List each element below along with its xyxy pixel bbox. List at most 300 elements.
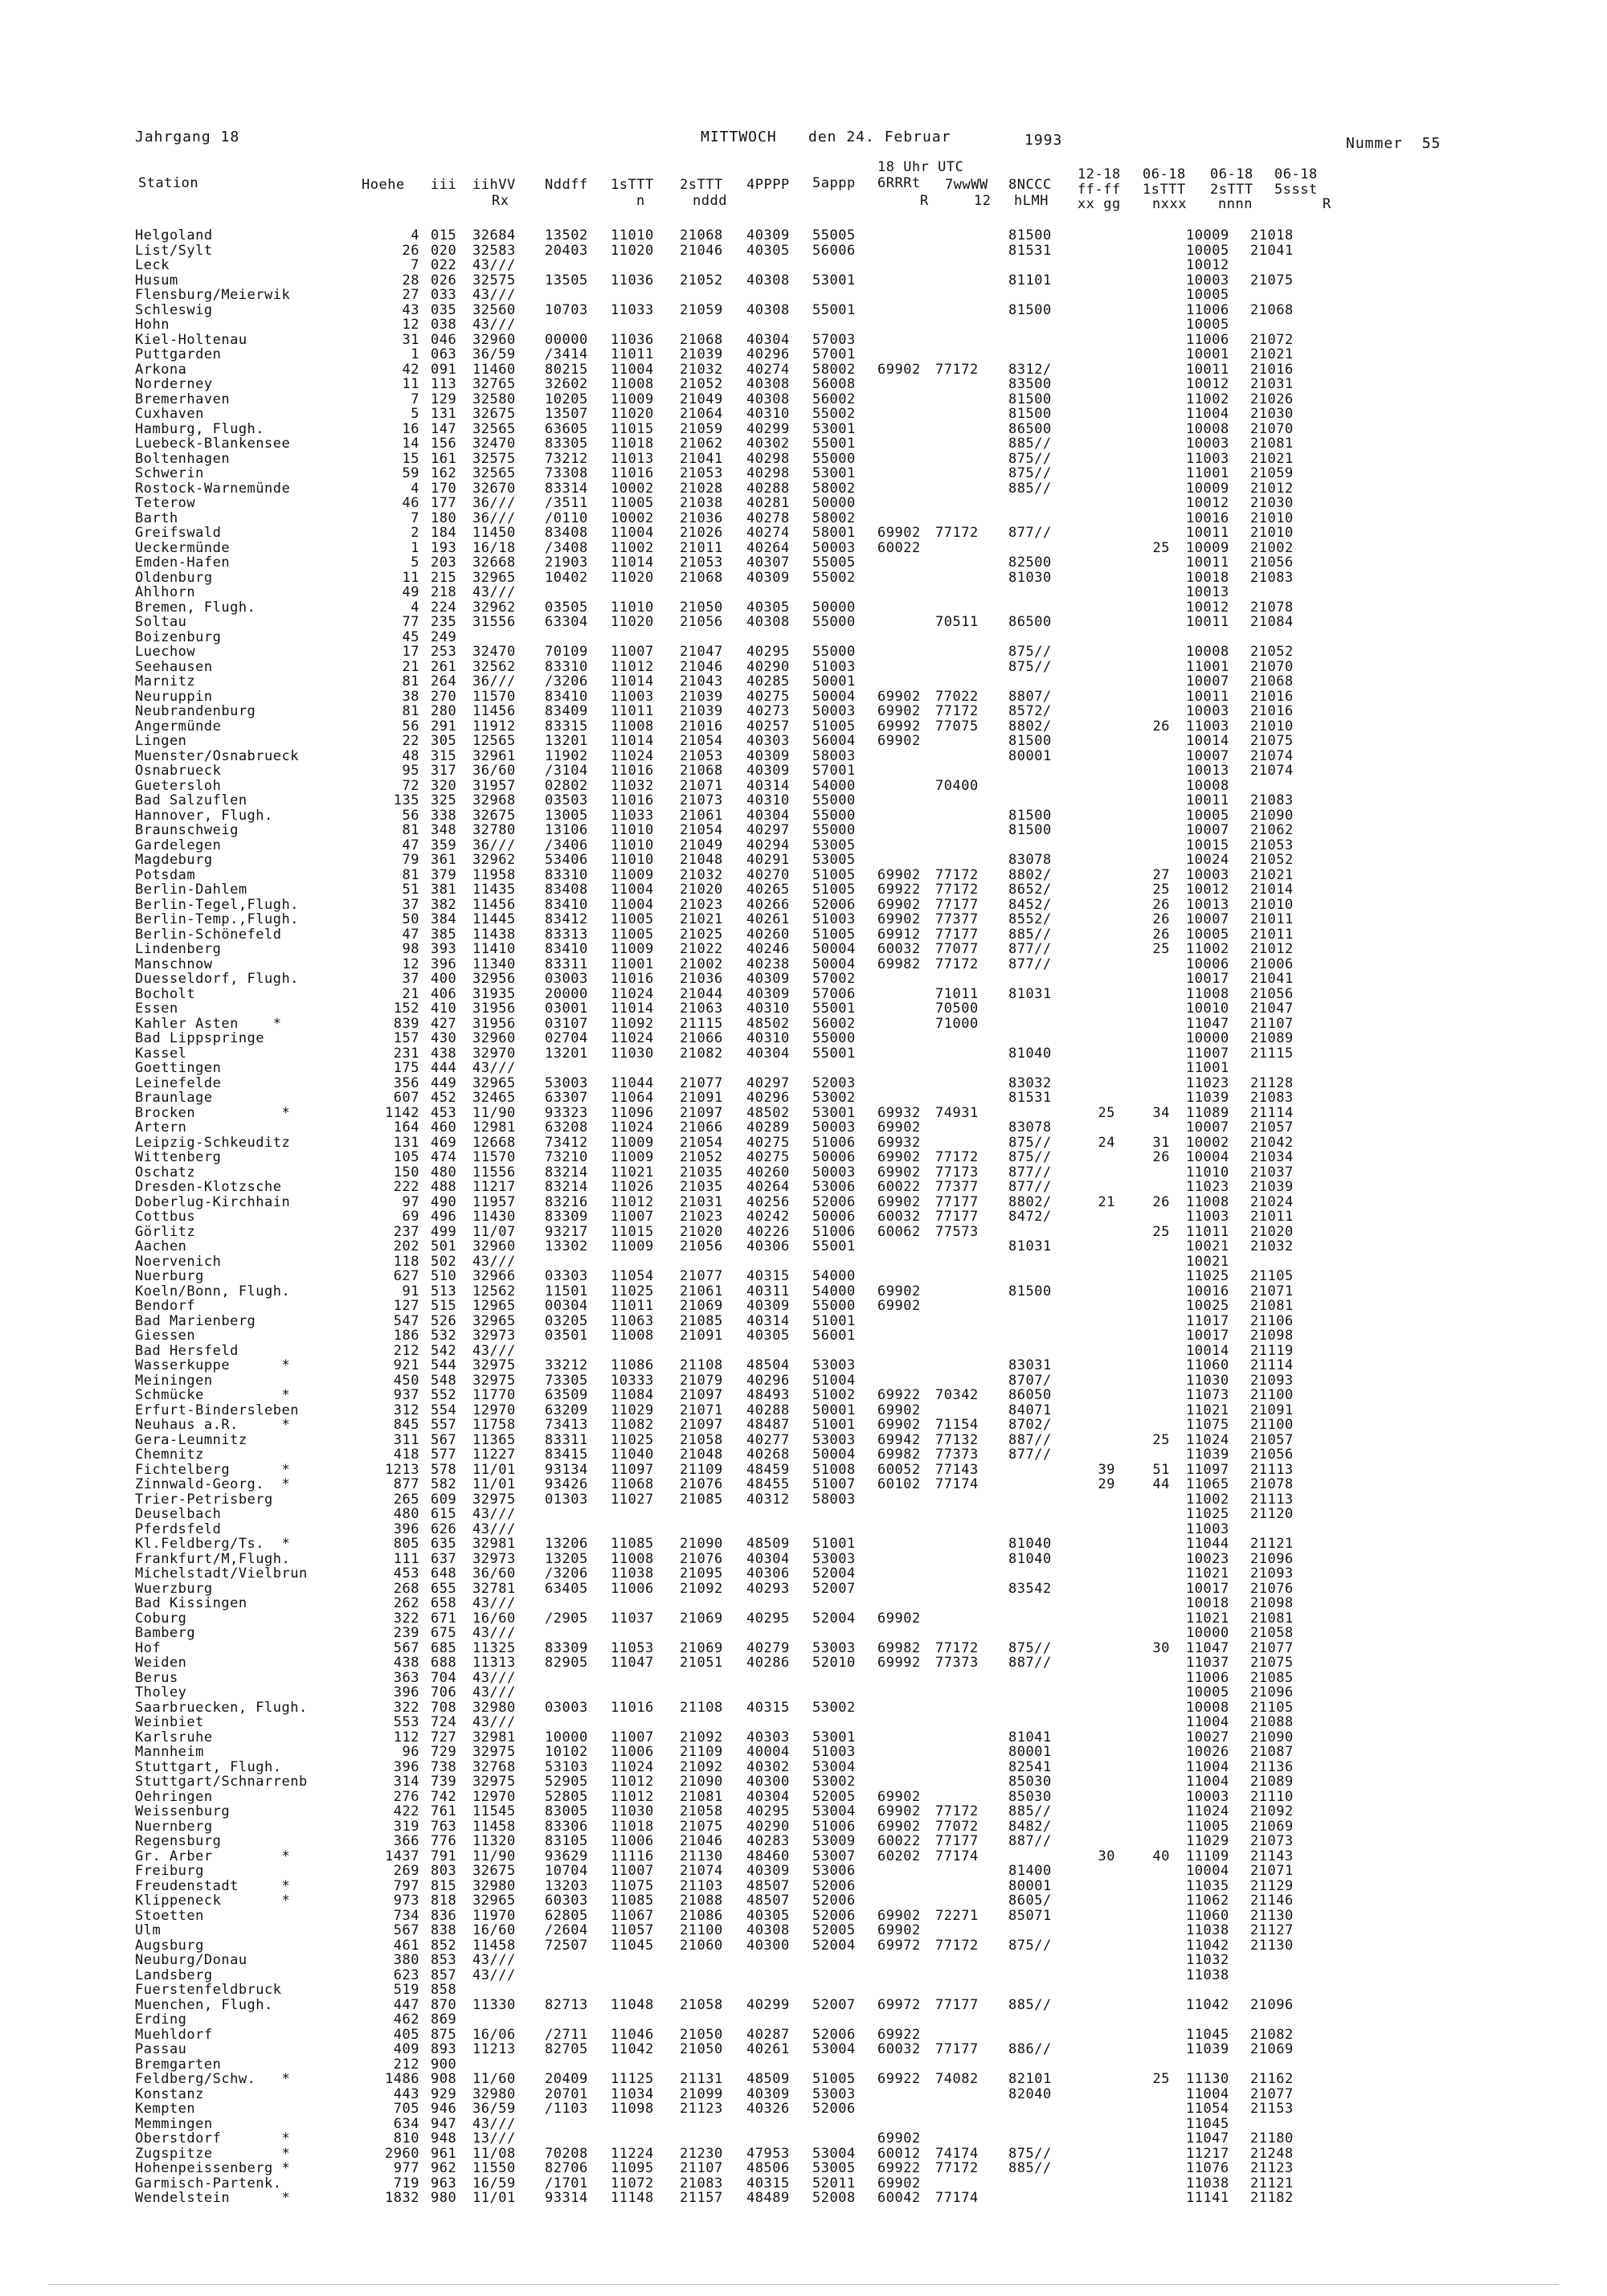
- cell-7wwww: 77172: [935, 361, 979, 378]
- cell-nddff: /3406: [545, 837, 588, 853]
- cell-8nccc: 877//: [1008, 1447, 1052, 1463]
- cell-2sttt: 21076: [680, 1550, 723, 1567]
- cell-7wwww: 74931: [935, 1104, 979, 1121]
- cell-nddff: 11902: [545, 747, 588, 764]
- station-height: 118: [393, 1253, 419, 1270]
- cell-tmax: 11017: [1186, 1312, 1229, 1329]
- cell-8nccc: 81040: [1008, 1550, 1052, 1567]
- station-id: 727: [431, 1729, 457, 1746]
- station-height: 627: [393, 1268, 419, 1284]
- cell-2sttt: 21056: [680, 614, 723, 630]
- station-height: 380: [393, 1952, 419, 1968]
- cell-nddff: 63307: [545, 1090, 588, 1106]
- cell-1sttt: 11007: [611, 1863, 654, 1879]
- station-id: 396: [431, 956, 457, 972]
- cell-tmin: 21068: [1250, 301, 1294, 318]
- cell-tmin: 21024: [1250, 1193, 1294, 1210]
- cell-tmin: 21011: [1250, 1209, 1294, 1225]
- cell-ff-gust: 25: [1152, 539, 1170, 556]
- station-name: Chemnitz: [135, 1447, 204, 1463]
- cell-tmin: 21113: [1250, 1461, 1294, 1478]
- station-height: 91: [402, 1283, 419, 1299]
- cell-tmin: 21021: [1250, 450, 1294, 467]
- station-id: 532: [431, 1328, 457, 1344]
- station-name: Oschatz: [135, 1164, 196, 1181]
- cell-6rrrt: 60052: [877, 1461, 921, 1478]
- cell-2sttt: 21049: [680, 391, 723, 407]
- station-name: Rostock-Warnemünde: [135, 480, 291, 497]
- station-id: 026: [431, 272, 457, 289]
- station-name: Neuburg/Donau: [135, 1952, 247, 1968]
- table-row: [0, 1879, 1607, 1894]
- table-row: [0, 377, 1607, 392]
- cell-iihvv: 32668: [472, 555, 516, 571]
- station-id: 869: [431, 2012, 457, 2028]
- cell-nddff: 03205: [545, 1312, 588, 1329]
- cell-tmax: 11038: [1186, 2175, 1229, 2192]
- cell-4pppp: 40304: [746, 1045, 790, 1062]
- cell-5appp: 55000: [812, 807, 856, 824]
- cell-tmax: 11024: [1186, 1803, 1229, 1819]
- station-name: Kassel: [135, 1045, 187, 1062]
- station-height: 877: [393, 1476, 419, 1492]
- station-height: 38: [402, 688, 419, 705]
- cell-tmax: 10013: [1186, 896, 1229, 913]
- cell-5appp: 56002: [812, 1015, 856, 1032]
- cell-8nccc: 81531: [1008, 242, 1052, 259]
- cell-1sttt: 11027: [611, 1491, 654, 1508]
- cell-1sttt: 11084: [611, 1387, 654, 1403]
- cell-1sttt: 11040: [611, 1447, 654, 1463]
- cell-2sttt: 21046: [680, 242, 723, 259]
- table-row: [0, 1046, 1607, 1062]
- cell-8nccc: 877//: [1008, 1179, 1052, 1195]
- table-row: [0, 1492, 1607, 1508]
- cell-4pppp: 40308: [746, 391, 790, 407]
- cell-iihvv: 11456: [472, 703, 516, 719]
- station-name: Oberstdorf *: [135, 2130, 291, 2147]
- cell-nddff: 83314: [545, 480, 588, 497]
- cell-nddff: 93134: [545, 1461, 588, 1478]
- cell-8nccc: 81500: [1008, 733, 1052, 749]
- cell-nddff: 82905: [545, 1655, 588, 1671]
- cell-5appp: 50003: [812, 703, 856, 719]
- cell-tmax: 11025: [1186, 1506, 1229, 1522]
- cell-4pppp: 48455: [746, 1476, 790, 1492]
- table-row: [0, 258, 1607, 273]
- station-name: Mannheim: [135, 1744, 204, 1760]
- cell-5appp: 54000: [812, 1283, 856, 1299]
- cell-tmax: 11076: [1186, 2160, 1229, 2176]
- cell-7wwww: 71000: [935, 1015, 979, 1032]
- cell-iihvv: 11545: [472, 1803, 516, 1819]
- cell-iihvv: 11456: [472, 896, 516, 913]
- cell-tmin: 21014: [1250, 882, 1294, 898]
- cell-4pppp: 40309: [746, 747, 790, 764]
- cell-2sttt: 21054: [680, 822, 723, 838]
- cell-2sttt: 21062: [680, 436, 723, 452]
- cell-1sttt: 11037: [611, 1610, 654, 1627]
- station-id: 818: [431, 1893, 457, 1909]
- cell-5appp: 53003: [812, 1357, 856, 1373]
- cell-nddff: 52805: [545, 1788, 588, 1805]
- cell-4pppp: 40275: [746, 1134, 790, 1151]
- station-height: 22: [402, 733, 419, 749]
- cell-7wwww: 77177: [935, 1193, 979, 1210]
- cell-5appp: 53003: [812, 2085, 856, 2102]
- table-row: [0, 1566, 1607, 1582]
- cell-2sttt: 21031: [680, 1193, 723, 1210]
- station-height: 805: [393, 1536, 419, 1552]
- station-height: 265: [393, 1491, 419, 1508]
- station-height: 175: [393, 1060, 419, 1076]
- cell-8nccc: 8707/: [1008, 1372, 1052, 1389]
- station-name: Ueckermünde: [135, 539, 231, 556]
- station-name: Schmücke *: [135, 1387, 291, 1403]
- cell-6rrrt: 69902: [877, 896, 921, 913]
- cell-2sttt: 21048: [680, 1447, 723, 1463]
- cell-nddff: 63209: [545, 1402, 588, 1418]
- station-name: Stuttgart/Schnarrenb: [135, 1774, 308, 1790]
- table-row: [0, 511, 1607, 526]
- cell-nddff: 83214: [545, 1164, 588, 1181]
- cell-tmax: 11042: [1186, 1937, 1229, 1954]
- table-row: [0, 1373, 1607, 1389]
- cell-4pppp: 48489: [746, 2190, 790, 2206]
- cell-2sttt: 21059: [680, 420, 723, 437]
- station-id: 671: [431, 1610, 457, 1627]
- table-row: [0, 957, 1607, 972]
- cell-nddff: 83313: [545, 926, 588, 943]
- cell-5appp: 52006: [812, 1193, 856, 1210]
- station-name: Bocholt: [135, 985, 196, 1002]
- station-name: Tholey: [135, 1684, 187, 1701]
- station-height: 312: [393, 1402, 419, 1418]
- cell-iihvv: 16/18: [472, 539, 516, 556]
- table-row: [0, 808, 1607, 824]
- cell-2sttt: 21039: [680, 346, 723, 362]
- table-row: [0, 1685, 1607, 1701]
- cell-tmax: 10018: [1186, 569, 1229, 586]
- cell-4pppp: 40299: [746, 420, 790, 437]
- cell-4pppp: 40304: [746, 1550, 790, 1567]
- table-row: [0, 1136, 1607, 1151]
- cell-tmax: 11075: [1186, 1417, 1229, 1433]
- cell-tmin: 21030: [1250, 406, 1294, 422]
- cell-tmin: 21114: [1250, 1104, 1294, 1121]
- cell-tmin: 21068: [1250, 673, 1294, 690]
- station-name: Ahlhorn: [135, 584, 196, 600]
- cell-tmax: 11030: [1186, 1372, 1229, 1389]
- cell-tmin: 21011: [1250, 926, 1294, 943]
- cell-2sttt: 21011: [680, 539, 723, 556]
- station-id: 742: [431, 1788, 457, 1805]
- cell-5appp: 51002: [812, 1387, 856, 1403]
- cell-tmax: 10005: [1186, 926, 1229, 943]
- table-row: [0, 333, 1607, 348]
- cell-nddff: 73412: [545, 1134, 588, 1151]
- cell-ff-max: 29: [1098, 1476, 1115, 1492]
- station-id: 400: [431, 971, 457, 987]
- station-id: 449: [431, 1074, 457, 1091]
- station-id: 582: [431, 1476, 457, 1492]
- cell-tmax: 10007: [1186, 1119, 1229, 1136]
- station-id: 490: [431, 1193, 457, 1210]
- cell-iihvv: 12668: [472, 1134, 516, 1151]
- cell-8nccc: 8572/: [1008, 703, 1052, 719]
- cell-tmax: 11005: [1186, 1818, 1229, 1835]
- cell-2sttt: 21097: [680, 1417, 723, 1433]
- cell-4pppp: 40308: [746, 376, 790, 392]
- cell-nddff: 83412: [545, 911, 588, 927]
- cell-5appp: 50003: [812, 1119, 856, 1136]
- cell-tmin: 21020: [1250, 1223, 1294, 1240]
- cell-4pppp: 40288: [746, 1402, 790, 1418]
- table-row: [0, 1120, 1607, 1136]
- cell-tmin: 21030: [1250, 495, 1294, 511]
- cell-5appp: 52003: [812, 1074, 856, 1091]
- cell-4pppp: 40308: [746, 1922, 790, 1938]
- station-id: 280: [431, 703, 457, 719]
- cell-tmin: 21069: [1250, 2041, 1294, 2057]
- cell-tmax: 10008: [1186, 420, 1229, 437]
- col-ff-range: 12-18: [1077, 166, 1121, 182]
- cell-8nccc: 81031: [1008, 985, 1052, 1002]
- cell-2sttt: 21123: [680, 2101, 723, 2117]
- cell-tmax: 11047: [1186, 2130, 1229, 2147]
- station-name: Oehringen: [135, 1788, 213, 1805]
- station-height: 977: [393, 2160, 419, 2176]
- station-name: Passau: [135, 2041, 187, 2057]
- cell-4pppp: 40290: [746, 1818, 790, 1835]
- station-name: Gr. Arber *: [135, 1848, 291, 1864]
- cell-2sttt: 21043: [680, 673, 723, 690]
- cell-4pppp: 40303: [746, 733, 790, 749]
- station-height: 461: [393, 1937, 419, 1954]
- cell-2sttt: 21052: [680, 376, 723, 392]
- table-row: [0, 1507, 1607, 1522]
- cell-1sttt: 11026: [611, 1179, 654, 1195]
- cell-tmin: 21083: [1250, 792, 1294, 808]
- station-name: Saarbruecken, Flugh.: [135, 1699, 308, 1716]
- station-height: 16: [402, 420, 419, 437]
- cell-4pppp: 48502: [746, 1104, 790, 1121]
- cell-tmin: 21075: [1250, 733, 1294, 749]
- cell-6rrrt: 69912: [877, 926, 921, 943]
- cell-6rrrt: 69902: [877, 2175, 921, 2192]
- cell-iihvv: 32670: [472, 480, 516, 497]
- cell-6rrrt: 69902: [877, 1417, 921, 1433]
- station-name: Schleswig: [135, 301, 213, 318]
- cell-tmin: 21182: [1250, 2190, 1294, 2206]
- cell-1sttt: 11045: [611, 1937, 654, 1954]
- cell-4pppp: 40261: [746, 911, 790, 927]
- station-name: Berlin-Schönefeld: [135, 926, 282, 943]
- station-height: 462: [393, 2012, 419, 2028]
- cell-1sttt: 11005: [611, 911, 654, 927]
- cell-7wwww: 70500: [935, 1001, 979, 1017]
- cell-nddff: 01303: [545, 1491, 588, 1508]
- station-name: Weinbiet: [135, 1714, 204, 1730]
- cell-2sttt: 21068: [680, 227, 723, 244]
- cell-tmin: 21011: [1250, 911, 1294, 927]
- cell-ff-gust: 44: [1152, 1476, 1170, 1492]
- cell-tmin: 21078: [1250, 599, 1294, 616]
- cell-4pppp: 40278: [746, 510, 790, 526]
- station-name: Regensburg: [135, 1833, 222, 1849]
- table-row: [0, 2161, 1607, 2176]
- station-height: 42: [402, 361, 419, 378]
- cell-ff-gust: 26: [1152, 896, 1170, 913]
- station-height: 553: [393, 1714, 419, 1730]
- cell-1sttt: 11029: [611, 1402, 654, 1418]
- cell-6rrrt: 69902: [877, 1149, 921, 1165]
- cell-tmax: 10003: [1186, 1788, 1229, 1805]
- cell-1sttt: 11024: [611, 1030, 654, 1046]
- station-id: 501: [431, 1238, 457, 1254]
- cell-5appp: 51006: [812, 1223, 856, 1240]
- cell-tmax: 10010: [1186, 1001, 1229, 1017]
- cell-tmax: 10005: [1186, 287, 1229, 303]
- table-row: [0, 2028, 1607, 2043]
- cell-5appp: 52011: [812, 2175, 856, 2192]
- cell-iihvv: 32575: [472, 272, 516, 289]
- cell-tmax: 10003: [1186, 436, 1229, 452]
- station-name: Hohenpeissenberg *: [135, 2160, 291, 2176]
- cell-6rrrt: 69992: [877, 1655, 921, 1671]
- cell-4pppp: 47953: [746, 2145, 790, 2162]
- cell-tmin: 21083: [1250, 569, 1294, 586]
- table-row: [0, 1433, 1607, 1448]
- cell-6rrrt: 60042: [877, 2190, 921, 2206]
- cell-nddff: 83310: [545, 866, 588, 883]
- cell-5appp: 56001: [812, 1328, 856, 1344]
- cell-1sttt: 11064: [611, 1090, 654, 1106]
- table-row: [0, 481, 1607, 497]
- cell-tmax: 11047: [1186, 1015, 1229, 1032]
- cell-tmax: 10013: [1186, 584, 1229, 600]
- cell-tmax: 11073: [1186, 1387, 1229, 1403]
- cell-4pppp: 40281: [746, 495, 790, 511]
- station-id: 980: [431, 2190, 457, 2206]
- cell-tmin: 21091: [1250, 1402, 1294, 1418]
- cell-4pppp: 40307: [746, 555, 790, 571]
- cell-iihvv: 32580: [472, 391, 516, 407]
- cell-tmax: 11003: [1186, 450, 1229, 467]
- station-height: 47: [402, 926, 419, 943]
- cell-8nccc: 8482/: [1008, 1818, 1052, 1835]
- cell-5appp: 52006: [812, 1893, 856, 1909]
- cell-tmax: 10012: [1186, 376, 1229, 392]
- cell-2sttt: 21032: [680, 866, 723, 883]
- cell-2sttt: 21090: [680, 1536, 723, 1552]
- cell-4pppp: 40246: [746, 941, 790, 957]
- station-height: 1437: [385, 1848, 419, 1864]
- station-height: 157: [393, 1030, 419, 1046]
- cell-2sttt: 21077: [680, 1074, 723, 1091]
- station-id: 961: [431, 2145, 457, 2162]
- cell-tmin: 21089: [1250, 1030, 1294, 1046]
- station-height: 447: [393, 1996, 419, 2013]
- station-height: 11: [402, 569, 419, 586]
- cell-5appp: 51005: [812, 2071, 856, 2087]
- cell-2sttt: 21041: [680, 450, 723, 467]
- station-name: Fuerstenfeldbruck: [135, 1982, 282, 1998]
- cell-4pppp: 40274: [746, 361, 790, 378]
- station-name: Muenchen, Flugh.: [135, 1996, 273, 2013]
- cell-nddff: /2604: [545, 1922, 588, 1938]
- table-row: [0, 1239, 1607, 1254]
- cell-2sttt: 21036: [680, 971, 723, 987]
- cell-5appp: 55000: [812, 822, 856, 838]
- cell-7wwww: 77072: [935, 1818, 979, 1835]
- cell-ff-gust: 51: [1152, 1461, 1170, 1478]
- cell-2sttt: 21230: [680, 2145, 723, 2162]
- cell-tmin: 21075: [1250, 1655, 1294, 1671]
- cell-1sttt: 11015: [611, 1223, 654, 1240]
- cell-tmax: 11025: [1186, 1268, 1229, 1284]
- cell-tmax: 11044: [1186, 1536, 1229, 1552]
- station-height: 480: [393, 1506, 419, 1522]
- cell-6rrrt: 69902: [877, 688, 921, 705]
- cell-8nccc: 8802/: [1008, 1193, 1052, 1210]
- station-id: 626: [431, 1520, 457, 1537]
- cell-2sttt: 21028: [680, 480, 723, 497]
- cell-6rrrt: 60022: [877, 1833, 921, 1849]
- cell-2sttt: 21051: [680, 1655, 723, 1671]
- cell-8nccc: 80001: [1008, 747, 1052, 764]
- col-6rrrt: 6RRRt: [877, 175, 921, 191]
- station-name: Coburg: [135, 1610, 187, 1627]
- cell-5appp: 55005: [812, 555, 856, 571]
- table-row: [0, 1269, 1607, 1284]
- station-name: Neubrandenburg: [135, 703, 256, 719]
- cell-5appp: 53007: [812, 1848, 856, 1864]
- cell-1sttt: 11021: [611, 1164, 654, 1181]
- station-id: 815: [431, 1877, 457, 1894]
- cell-tmin: 21037: [1250, 1164, 1294, 1181]
- cell-tmax: 10005: [1186, 1684, 1229, 1701]
- cell-8nccc: 81500: [1008, 807, 1052, 824]
- station-height: 405: [393, 2026, 419, 2043]
- cell-nddff: 53003: [545, 1074, 588, 1091]
- station-name: Hof: [135, 1639, 162, 1656]
- station-height: 12: [402, 956, 419, 972]
- cell-2sttt: 21095: [680, 1565, 723, 1582]
- cell-2sttt: 21023: [680, 1209, 723, 1225]
- station-id: 499: [431, 1223, 457, 1240]
- cell-8nccc: 86500: [1008, 420, 1052, 437]
- cell-7wwww: 77172: [935, 956, 979, 972]
- station-height: 269: [393, 1863, 419, 1879]
- cell-iihvv: 11460: [472, 361, 516, 378]
- cell-5appp: 53009: [812, 1833, 856, 1849]
- cell-8nccc: 885//: [1008, 1803, 1052, 1819]
- station-height: 4: [411, 227, 419, 244]
- cell-8nccc: 85030: [1008, 1774, 1052, 1790]
- cell-tmax: 10005: [1186, 807, 1229, 824]
- station-name: Weiden: [135, 1655, 187, 1671]
- station-id: 338: [431, 807, 457, 824]
- cell-5appp: 52005: [812, 1922, 856, 1938]
- cell-2sttt: 21131: [680, 2071, 723, 2087]
- table-row: [0, 1596, 1607, 1611]
- cell-8nccc: 877//: [1008, 525, 1052, 541]
- cell-tmax: 10011: [1186, 614, 1229, 630]
- cell-8nccc: 877//: [1008, 941, 1052, 957]
- station-height: 4: [411, 480, 419, 497]
- cell-tmin: 21093: [1250, 1565, 1294, 1582]
